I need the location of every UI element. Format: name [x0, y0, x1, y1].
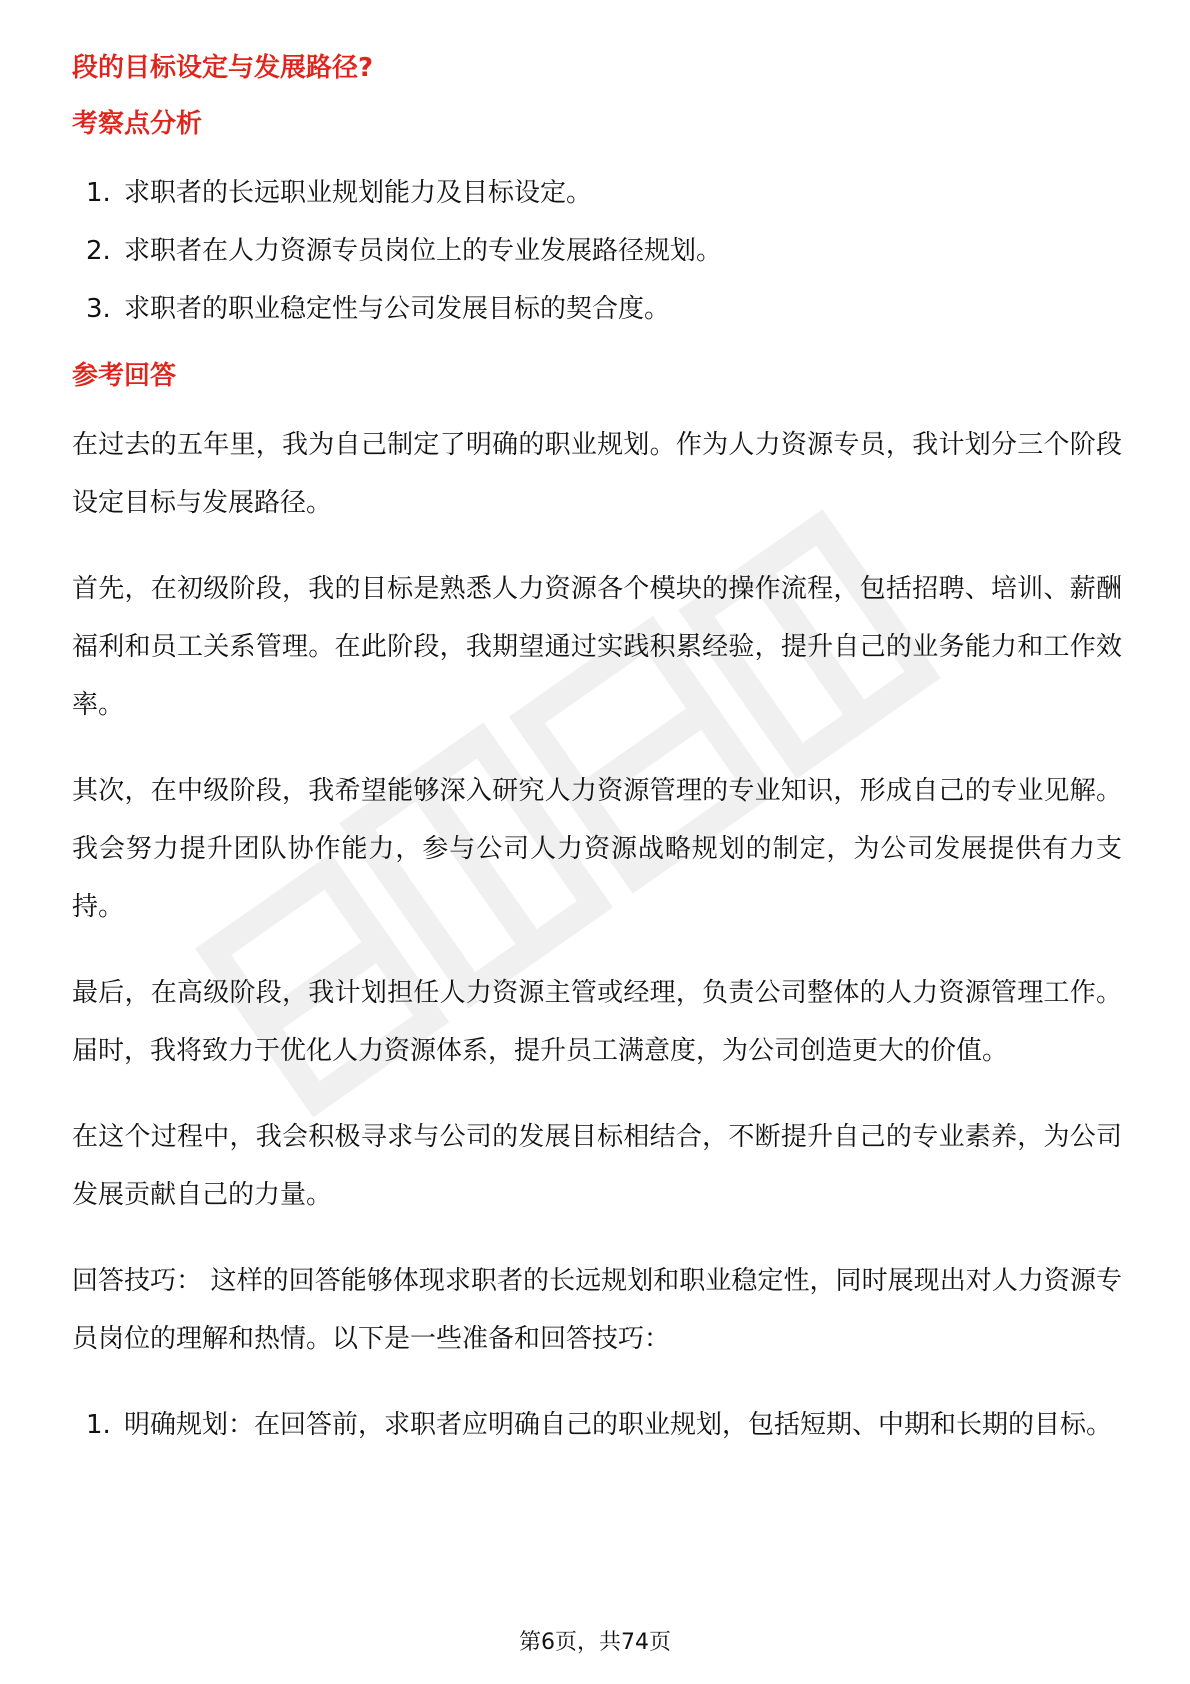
- list-number: 2.: [86, 236, 111, 266]
- list-item: [72, 1396, 1122, 1454]
- answer-paragraph: 最后，在高级阶段，我计划担任人力资源主管或经理，负责公司整体的人力资源管理工作。届时，我将致力于优化人力资源体系，提升员工满意度，为公司创造更大的价值。: [72, 978, 1122, 1066]
- list-number: 1.: [86, 178, 111, 208]
- answer-heading: 参考回答: [72, 361, 177, 391]
- answer-paragraph: 在这个过程中，我会积极寻求与公司的发展目标相结合，不断提升自己的专业素养，为公司发展贡献自己的力量。: [72, 1122, 1122, 1210]
- question-title-fragment: 段的目标设定与发展路径?: [72, 53, 374, 83]
- list-item-text: 求职者在人力资源专员岗位上的专业发展路径规划。: [124, 236, 723, 266]
- list-item: [72, 222, 1122, 280]
- answer-paragraph: 在过去的五年里，我为自己制定了明确的职业规划。作为人力资源专员，我计划分三个阶段设定目标与发展路径。: [72, 430, 1122, 518]
- list-item: [72, 280, 1122, 338]
- answer-tips-paragraph: 回答技巧： 这样的回答能够体现求职者的长远规划和职业稳定性，同时展现出对人力资源专员岗位的理解和热情。以下是一些准备和回答技巧：: [72, 1266, 1122, 1354]
- answer-paragraph: 其次，在中级阶段，我希望能够深入研究人力资源管理的专业知识，形成自己的专业见解。我会努力提升团队协作能力，参与公司人力资源战略规划的制定，为公司发展提供有力支持。: [72, 776, 1122, 922]
- list-number: 1.: [86, 1410, 111, 1440]
- analysis-heading: 考察点分析: [72, 109, 203, 139]
- list-item-text: 明确规划：在回答前，求职者应明确自己的职业规划，包括短期、中期和长期的目标。: [124, 1410, 1113, 1440]
- list-item-text: 求职者的长远职业规划能力及目标设定。: [124, 178, 593, 208]
- tips-list: [72, 1396, 1122, 1454]
- list-item-text: 求职者的职业稳定性与公司发展目标的契合度。: [124, 294, 671, 324]
- list-number: 3.: [86, 294, 111, 324]
- page-footer: 第6页，共74页: [519, 1630, 671, 1655]
- list-item: [72, 164, 1122, 222]
- page-content: [72, 48, 1122, 1472]
- analysis-list: [72, 164, 1122, 338]
- answer-paragraph: 首先，在初级阶段，我的目标是熟悉人力资源各个模块的操作流程，包括招聘、培训、薪酬福利和员工关系管理。在此阶段，我期望通过实践积累经验，提升自己的业务能力和工作效率。: [72, 574, 1122, 720]
